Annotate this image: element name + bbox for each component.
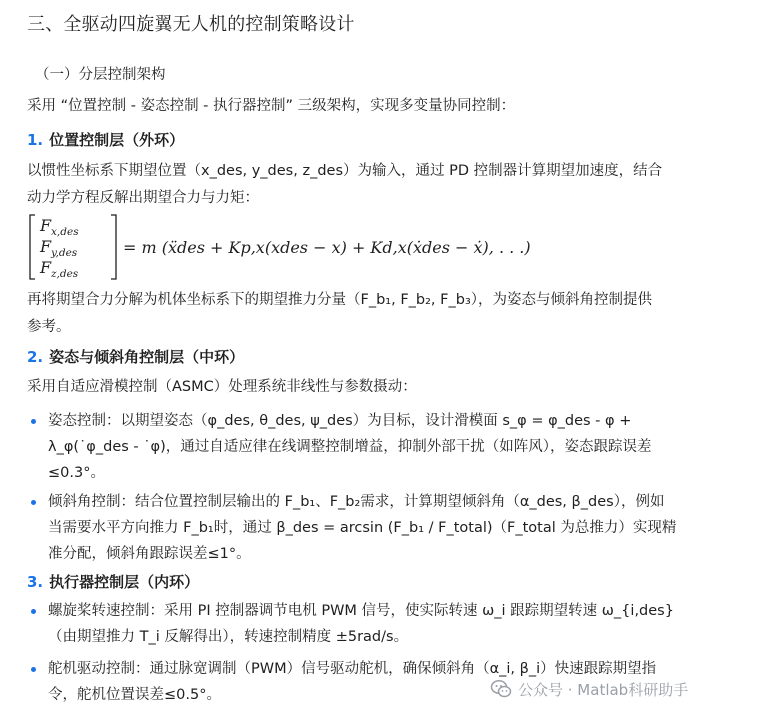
list-item	[27, 598, 732, 650]
text-line: 当需要水平方向推力 F_b₁时，通过 β_des = arcsin (F_b₁ / F_total)（F_total 为总推力）实现精	[48, 520, 677, 536]
bullet-icon	[31, 500, 36, 505]
list-item-text	[48, 598, 732, 650]
vector-subscript: z,des	[51, 268, 79, 280]
text-line: （由期望推力 T_i 反解得出），转速控制精度 ±5rad/s。	[48, 629, 409, 645]
list-item-text	[48, 489, 732, 567]
text-line: λ_φ(˙φ_des - ˙φ)，通过自适应律在线调整控制增益，抑制外部干扰（如阵风），姿态跟踪误差	[48, 439, 652, 455]
vector-subscript: y,des	[51, 247, 78, 259]
position-paragraph	[27, 158, 732, 212]
bullet-icon	[31, 419, 36, 424]
watermark-text: 公众号 · Matlab科研助手	[518, 680, 689, 699]
text-line: 准分配，倾斜角跟踪误差≤1°。	[48, 546, 251, 562]
text-line: 姿态控制：以期望姿态（φ_des, θ_des, ψ_des）为目标，设计滑模面 s_φ = φ_des - φ +	[48, 413, 632, 429]
text-line: 螺旋桨转速控制：采用 PI 控制器调节电机 PWM 信号，使实际转速 ω_i 跟踪期望转速 ω_{i,des}	[48, 603, 674, 619]
section-title: 执行器控制层（内环）	[49, 573, 200, 591]
equation-graphic	[27, 212, 547, 282]
list-item	[27, 489, 732, 567]
section-title: 位置控制层（外环）	[49, 131, 185, 149]
subheading: （一）分层控制架构	[35, 67, 166, 83]
list-item-text	[48, 408, 732, 486]
watermark	[490, 676, 688, 702]
vector-entry: F	[40, 216, 52, 235]
equation-rhs: = m (ẍdes + Kp,x(xdes − x) + Kd,x(ẋdes − ẋ), . . .)	[123, 238, 531, 257]
section-number: 3.	[27, 573, 44, 591]
text-line: 以惯性坐标系下期望位置（x_des, y_des, z_des）为输入，通过 PD 控制器计算期望加速度，结合	[27, 163, 663, 179]
section-number: 2.	[27, 348, 44, 366]
bullet-icon	[31, 667, 36, 672]
text-line: 舵机驱动控制：通过脉宽调制（PWM）信号驱动舵机，确保倾斜角（α_i, β_i）快速跟踪期望指	[48, 661, 657, 677]
page-title: 三、全驱动四旋翼无人机的控制策略设计	[27, 14, 355, 35]
matrix-bracket-right	[111, 215, 116, 279]
vector-entry: F	[40, 237, 52, 256]
intro-paragraph: 采用 “位置控制 - 姿态控制 - 执行器控制” 三级架构，实现多变量协同控制：	[27, 98, 516, 114]
force-equation	[27, 212, 547, 282]
text-line: 令，舵机位置误差≤0.5°。	[48, 687, 221, 703]
list-item	[27, 408, 732, 486]
asmc-paragraph: 采用自适应滑模控制（ASMC）处理系统非线性与参数摄动：	[27, 379, 417, 395]
section-title: 姿态与倾斜角控制层（中环）	[49, 348, 245, 366]
bullet-icon	[31, 609, 36, 614]
text-line: ≤0.3°。	[48, 465, 105, 481]
section-heading-actuator	[27, 571, 199, 592]
text-line: 再将期望合力分解为机体坐标系下的期望推力分量（F_b₁, F_b₂, F_b₃），为姿态与倾斜角控制提供	[27, 292, 653, 308]
section-heading-position	[27, 129, 184, 150]
matrix-bracket-left	[30, 215, 35, 279]
text-line: 参考。	[27, 319, 71, 335]
decomposition-paragraph	[27, 287, 732, 341]
vector-entry: F	[40, 258, 52, 277]
text-line: 动力学方程反解出期望合力与力矩：	[27, 190, 259, 206]
section-number: 1.	[27, 131, 44, 149]
text-line: 倾斜角控制：结合位置控制层输出的 F_b₁、F_b₂需求，计算期望倾斜角（α_des, β_des），例如	[48, 494, 665, 510]
wechat-icon	[490, 678, 512, 700]
section-heading-attitude	[27, 346, 244, 367]
vector-subscript: x,des	[51, 226, 79, 238]
